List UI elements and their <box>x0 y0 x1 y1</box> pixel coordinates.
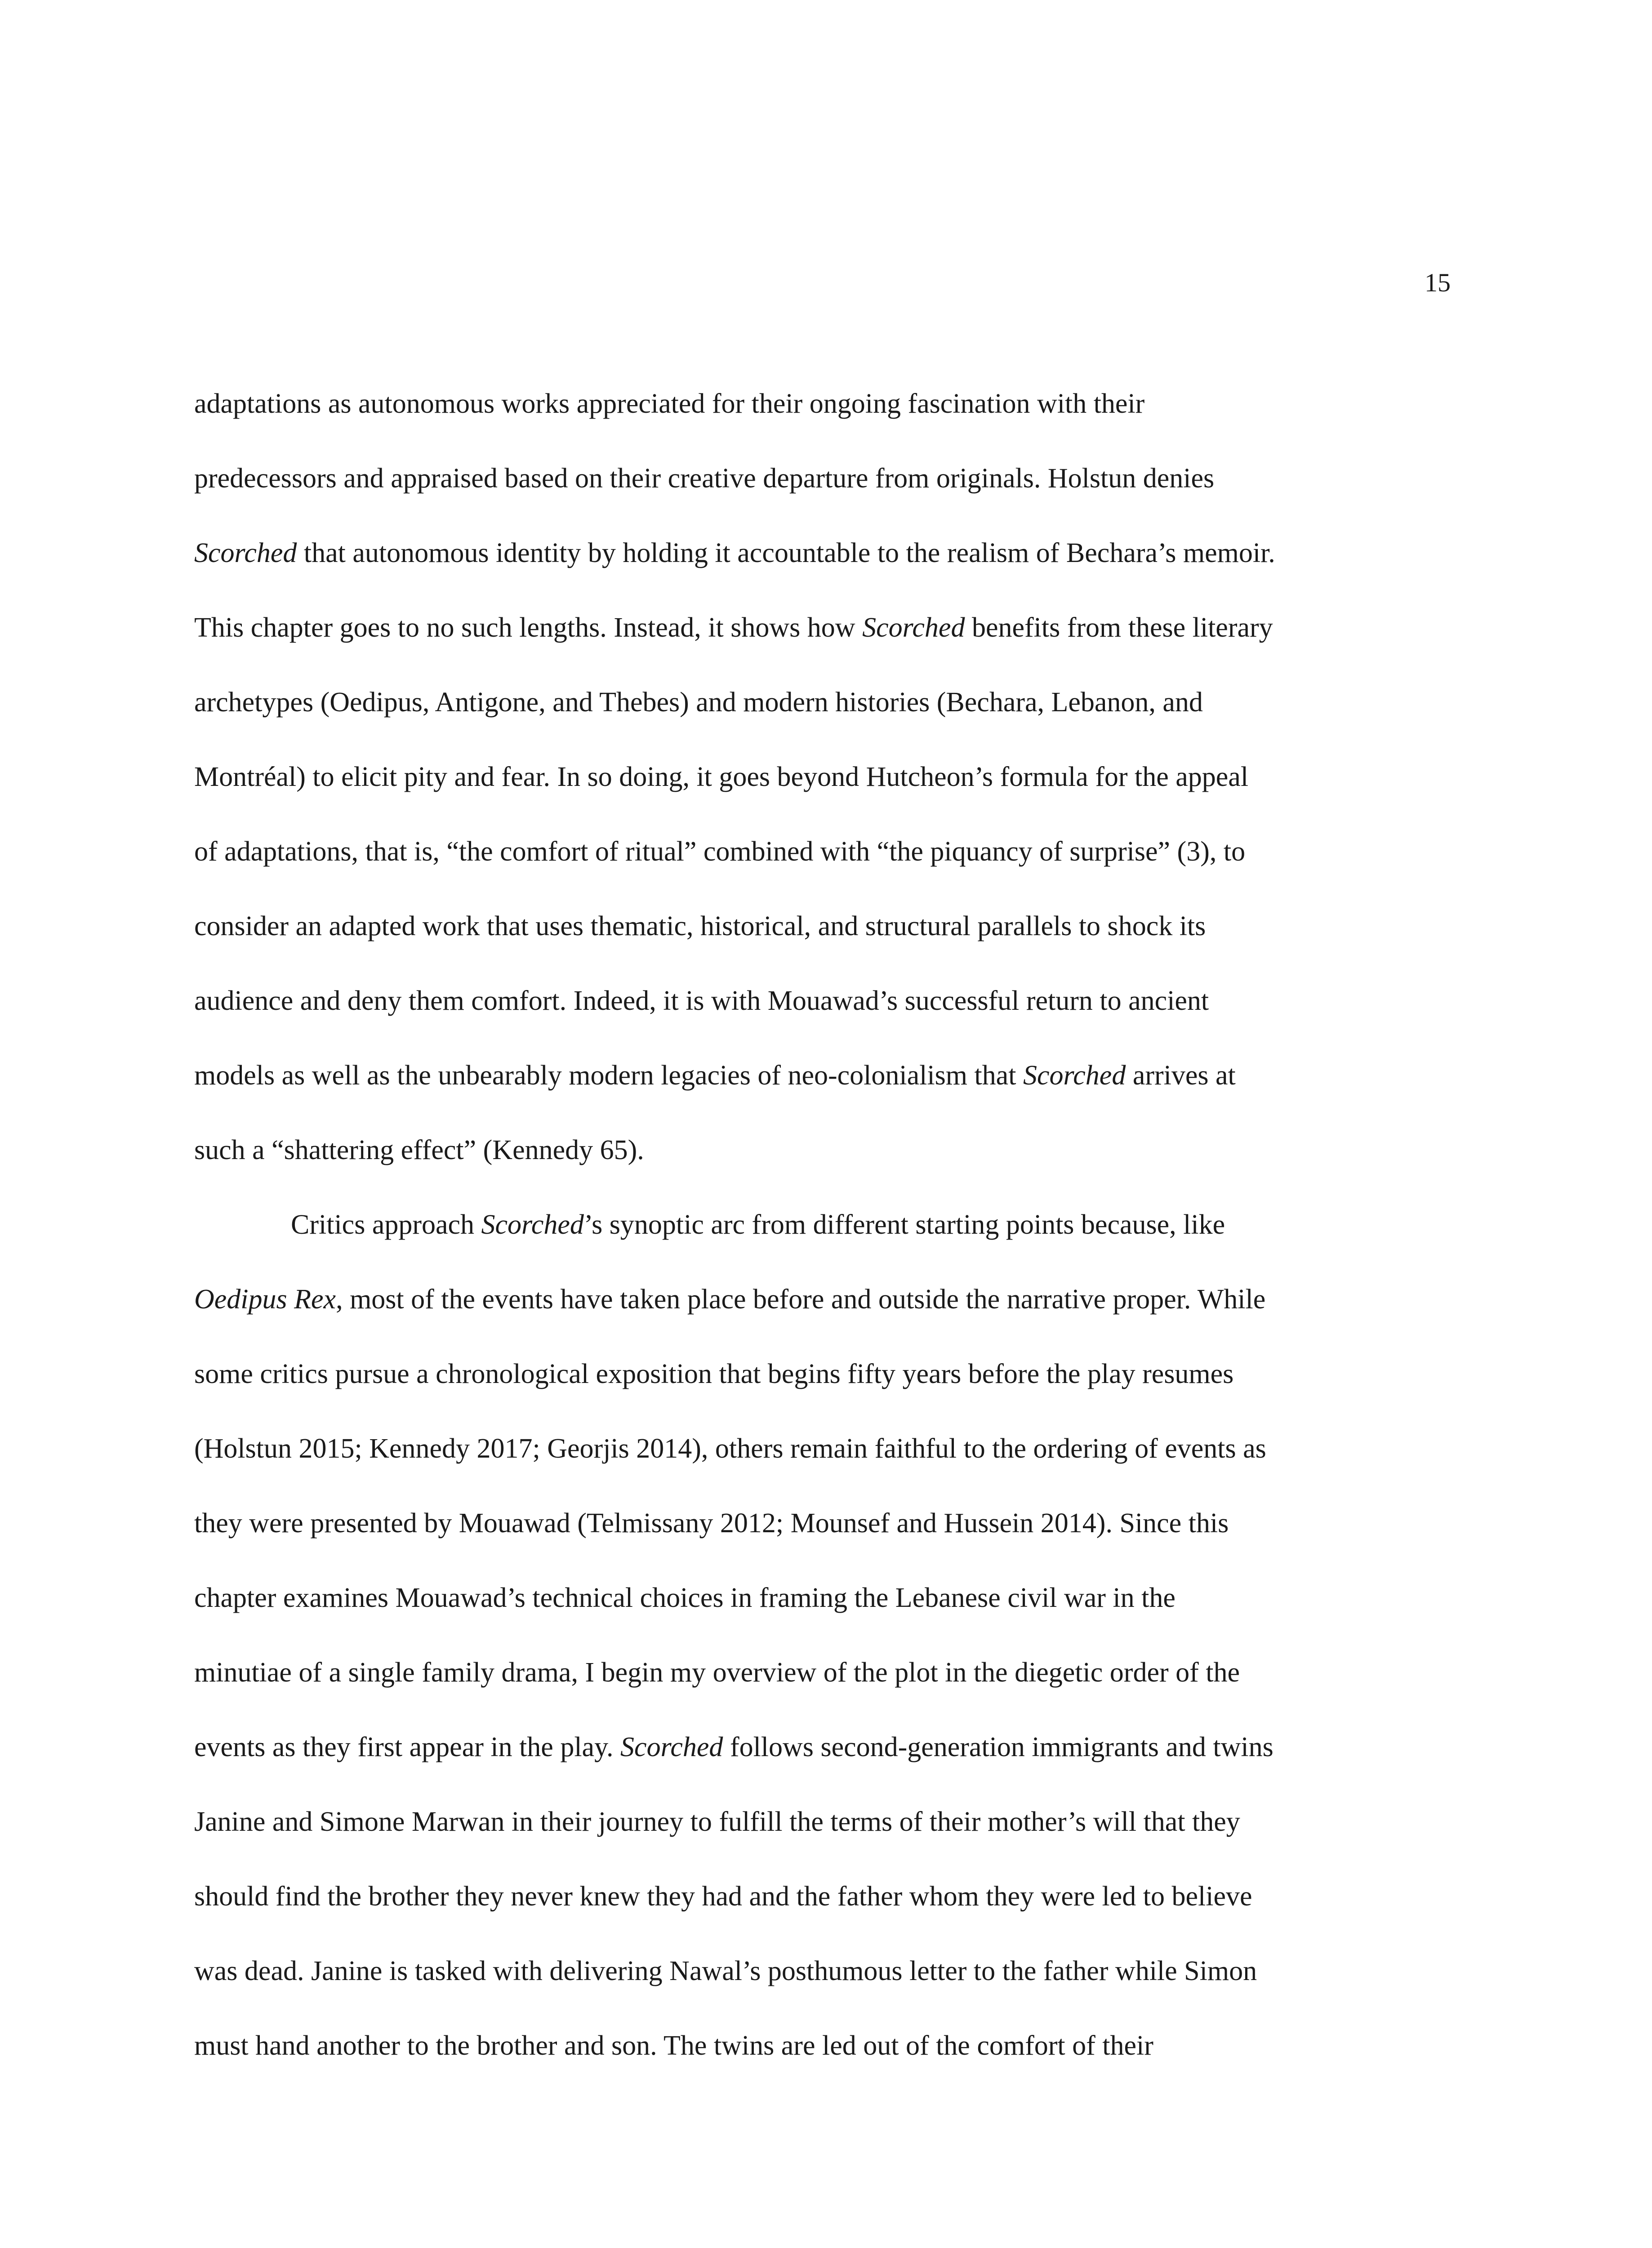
text-line <box>194 814 1448 889</box>
text-segment: This chapter goes to no such lengths. Instead, it shows how <box>194 612 863 643</box>
text-segment: of adaptations, that is, “the comfort of ritual” combined with “the piquancy of surprise” (3), to <box>194 836 1246 867</box>
text-segment: Critics approach <box>291 1209 481 1240</box>
text-segment: benefits from these literary <box>965 612 1273 643</box>
text-segment: adaptations as autonomous works appreciated for their ongoing fascination with their <box>194 388 1145 419</box>
text-line <box>194 1113 1448 1187</box>
text-line <box>194 516 1448 590</box>
text-segment: must hand another to the brother and son. The twins are led out of the comfort of their <box>194 2030 1153 2061</box>
body-text <box>194 366 1448 2083</box>
text-segment: should find the brother they never knew they had and the father whom they were led to believe <box>194 1881 1252 1912</box>
text-segment: was dead. Janine is tasked with delivering Nawal’s posthumous letter to the father while Simon <box>194 1956 1257 1986</box>
italic-title: Scorched <box>194 538 297 568</box>
text-segment: consider an adapted work that uses thematic, historical, and structural parallels to shock its <box>194 911 1206 941</box>
text-line <box>194 590 1448 665</box>
text-line <box>194 1859 1448 1934</box>
text-segment: Janine and Simone Marwan in their journey to fulfill the terms of their mother’s will that they <box>194 1806 1240 1837</box>
page-number: 15 <box>1425 268 1451 297</box>
text-line <box>194 740 1448 814</box>
text-segment: , most of the events have taken place before and outside the narrative proper. While <box>336 1284 1266 1315</box>
italic-title: Oedipus Rex <box>194 1284 336 1315</box>
text-line <box>194 889 1448 963</box>
text-segment: ’s synoptic arc from different starting points because, like <box>583 1209 1225 1240</box>
text-line <box>194 1411 1448 1486</box>
text-segment: they were presented by Mouawad (Telmissany 2012; Mounsef and Hussein 2014). Since this <box>194 1508 1229 1539</box>
text-line <box>194 1337 1448 1411</box>
paragraph <box>194 366 1448 1187</box>
text-segment: such a “shattering effect” (Kennedy 65). <box>194 1135 644 1165</box>
text-segment: arrives at <box>1126 1060 1236 1091</box>
text-line <box>194 1038 1448 1113</box>
italic-title: Scorched <box>1023 1060 1126 1091</box>
text-segment: archetypes (Oedipus, Antigone, and Thebes) and modern histories (Bechara, Lebanon, and <box>194 687 1203 718</box>
text-segment: models as well as the unbearably modern legacies of neo-colonialism that <box>194 1060 1023 1091</box>
text-segment: (Holstun 2015; Kennedy 2017; Georjis 2014), others remain faithful to the ordering of events as <box>194 1433 1266 1464</box>
text-segment: minutiae of a single family drama, I begin my overview of the plot in the diegetic order of the <box>194 1657 1240 1688</box>
paragraph <box>194 1187 1448 2083</box>
italic-title: Scorched <box>481 1209 584 1240</box>
text-line <box>194 366 1448 441</box>
text-line <box>194 1635 1448 1710</box>
text-line <box>194 2008 1448 2083</box>
text-line <box>194 1187 1448 1262</box>
text-segment: predecessors and appraised based on their creative departure from originals. Holstun denies <box>194 463 1215 494</box>
text-segment: chapter examines Mouawad’s technical choices in framing the Lebanese civil war in the <box>194 1583 1176 1613</box>
text-line <box>194 1561 1448 1635</box>
italic-title: Scorched <box>620 1732 723 1762</box>
text-line <box>194 1784 1448 1859</box>
text-line <box>194 665 1448 740</box>
text-segment: that autonomous identity by holding it accountable to the realism of Bechara’s memoir. <box>297 538 1275 568</box>
text-segment: events as they first appear in the play. <box>194 1732 621 1762</box>
text-segment: some critics pursue a chronological exposition that begins fifty years before the play resumes <box>194 1359 1234 1389</box>
text-line <box>194 1710 1448 1784</box>
text-line <box>194 1486 1448 1561</box>
text-segment: follows second-generation immigrants and twins <box>723 1732 1274 1762</box>
text-line <box>194 441 1448 516</box>
text-line <box>194 963 1448 1038</box>
italic-title: Scorched <box>862 612 965 643</box>
text-segment: audience and deny them comfort. Indeed, it is with Mouawad’s successful return to ancient <box>194 986 1209 1016</box>
text-segment: Montréal) to elicit pity and fear. In so doing, it goes beyond Hutcheon’s formula for the appeal <box>194 762 1249 792</box>
text-line <box>194 1934 1448 2008</box>
text-line <box>194 1262 1448 1337</box>
